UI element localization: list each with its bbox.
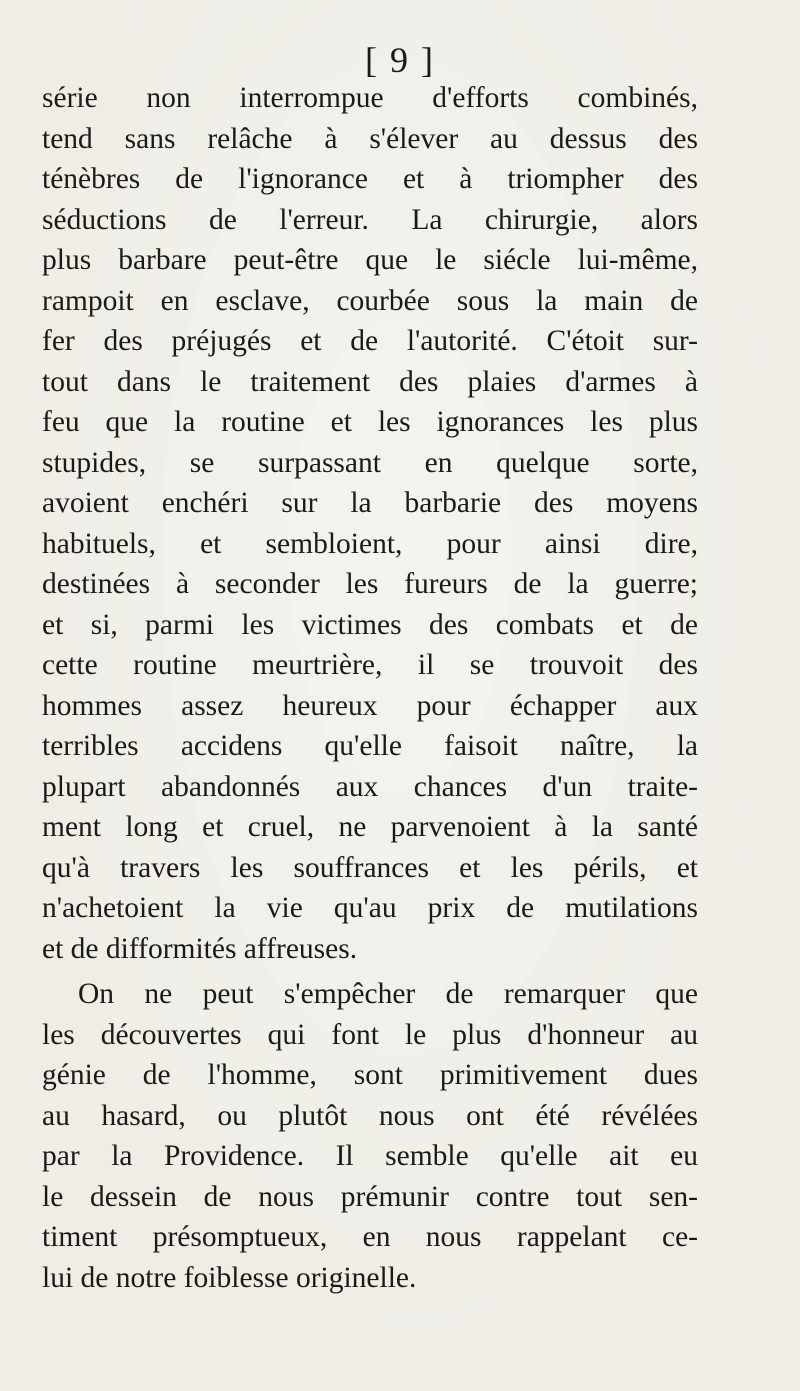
body-text bbox=[42, 78, 698, 1298]
text-line: le dessein de nous prémunir contre tout sen- bbox=[42, 1180, 698, 1213]
text-line: génie de l'homme, sont primitivement dues bbox=[42, 1059, 698, 1091]
text-line: et si, parmi les victimes des combats et de bbox=[42, 608, 698, 641]
paragraph-1 bbox=[42, 78, 698, 969]
text-line: ténèbres de l'ignorance et à triompher des bbox=[42, 163, 698, 195]
text-line: plus barbare peut-être que le siécle lui-même, bbox=[42, 244, 698, 276]
text-line: hommes assez heureux pour échapper aux bbox=[42, 689, 698, 722]
text-line: habituels, et sembloient, pour ainsi dire, bbox=[42, 527, 698, 560]
text-line: timent présomptueux, en nous rappelant ce- bbox=[42, 1221, 698, 1253]
text-line: les découvertes qui font le plus d'honneur au bbox=[42, 1018, 698, 1051]
text-line: au hasard, ou plutôt nous ont été révélées bbox=[42, 1099, 698, 1132]
text-line: et de difformités affreuses. bbox=[42, 932, 358, 965]
text-line: tend sans relâche à s'élever au dessus des bbox=[42, 122, 698, 155]
text-line: série non interrompue d'efforts combinés, bbox=[42, 82, 698, 114]
text-line: lui de notre foiblesse originelle. bbox=[42, 1261, 417, 1294]
text-line: plupart abandonnés aux chances d'un traite- bbox=[42, 770, 698, 803]
page-number: [ 9 ] bbox=[365, 40, 435, 80]
text-line: ment long et cruel, ne parvenoient à la santé bbox=[42, 811, 698, 843]
text-line: cette routine meurtrière, il se trouvoit des bbox=[42, 649, 698, 681]
text-line: terribles accidens qu'elle faisoit naître, la bbox=[42, 730, 698, 762]
text-line: n'achetoient la vie qu'au prix de mutilations bbox=[42, 892, 698, 924]
text-line: qu'à travers les souffrances et les périls, et bbox=[42, 851, 698, 884]
text-line: destinées à seconder les fureurs de la guerre; bbox=[42, 568, 698, 600]
text-line: séductions de l'erreur. La chirurgie, alors bbox=[42, 203, 698, 236]
paragraph-2 bbox=[42, 974, 698, 1298]
text-line: par la Providence. Il semble qu'elle ait eu bbox=[42, 1140, 698, 1172]
text-line: fer des préjugés et de l'autorité. C'étoit sur- bbox=[42, 325, 698, 357]
text-line: On ne peut s'empêcher de remarquer que bbox=[78, 978, 698, 1010]
text-line: stupides, se surpassant en quelque sorte, bbox=[42, 446, 698, 479]
text-line: rampoit en esclave, courbée sous la main de bbox=[42, 284, 698, 317]
text-line: feu que la routine et les ignorances les plus bbox=[42, 406, 698, 438]
text-line: avoient enchéri sur la barbarie des moyens bbox=[42, 487, 698, 519]
text-line: tout dans le traitement des plaies d'armes à bbox=[42, 365, 698, 398]
